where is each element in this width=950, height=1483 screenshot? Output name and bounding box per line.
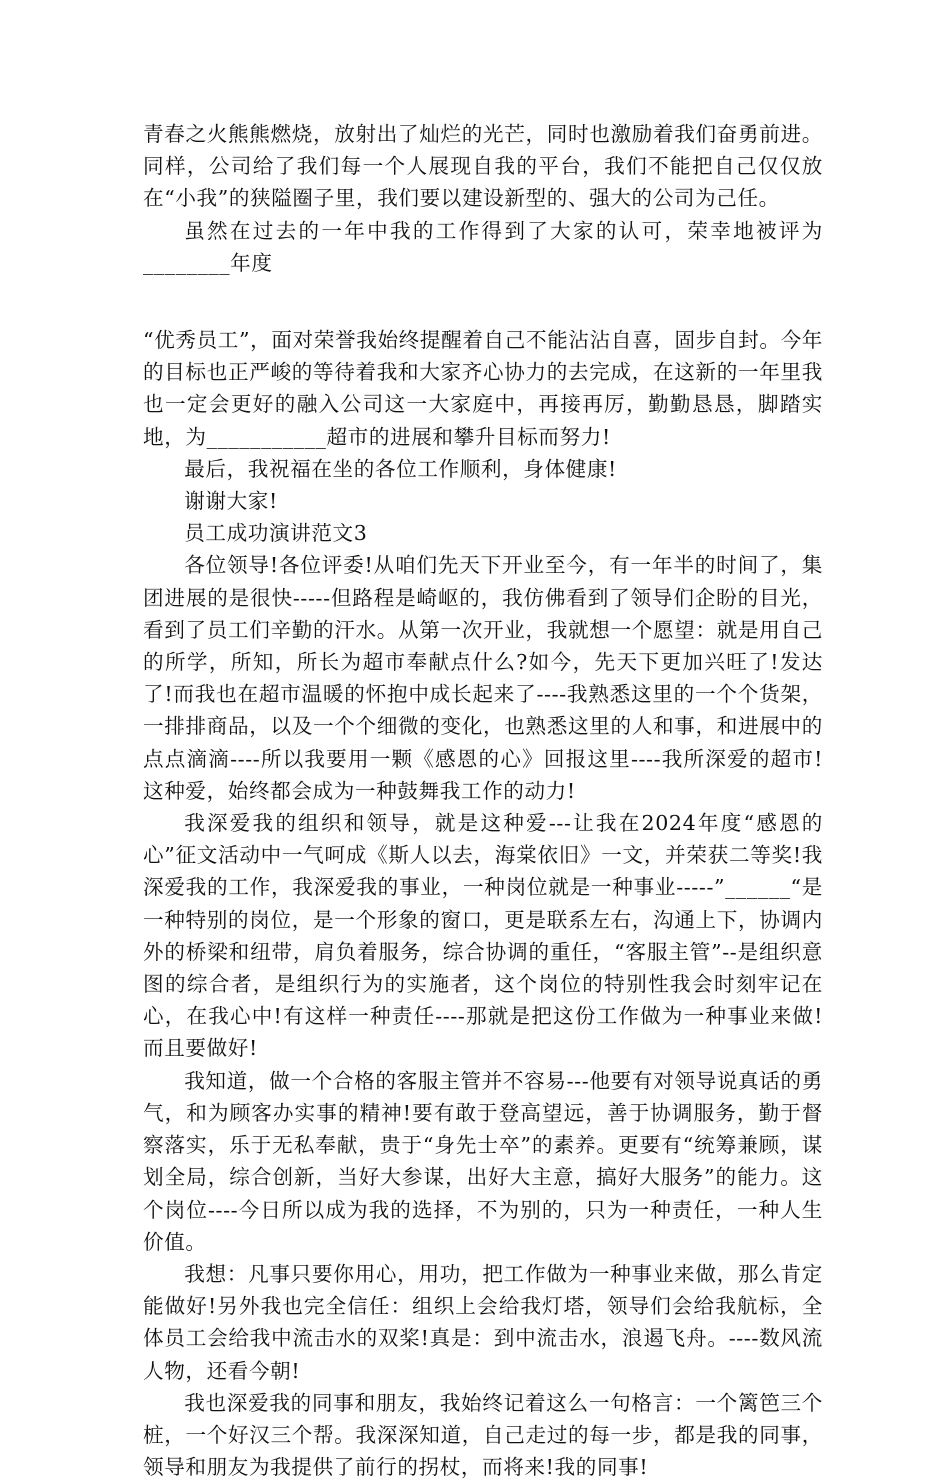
paragraph-9: 我想：凡事只要你用心，用功，把工作做为一种事业来做，那么肯定能做好!另外我也完全信任：组织上会给我灯塔，领导们会给我航标，全体员工会给我中流击水的双桨!真是：到中流击水，浪遏飞舟。----数风流人物，还看今朝!: [143, 1261, 823, 1383]
paragraph-3: “优秀员工”，面对荣誉我始终提醒着自己不能沾沾自喜，固步自封。今年的目标也正严峻的等待着我和大家齐心协力的去完成，在这新的一年里我也一定会更好的融入公司这一大家庭中，再接再厉，勤勤恳恳，脚踏实地，为___________超市的进展和攀升目标而努力!: [143, 328, 823, 449]
paragraph-4: 最后，我祝福在坐的各位工作顺利，身体健康!: [184, 456, 617, 481]
paragraph-2: 虽然在过去的一年中我的工作得到了大家的认可，荣幸地被评为________年度: [143, 218, 823, 275]
section-title: 员工成功演讲范文3: [184, 521, 368, 546]
paragraph-5: 谢谢大家!: [184, 489, 278, 514]
document-page: [143, 118, 823, 1483]
paragraph-7: 我深爱我的组织和领导，就是这种爱---让我在2024年度“感恩的心”征文活动中一气呵成《斯人以去，海棠依旧》一文，并荣获二等奖!我深爱我的工作，我深爱我的事业，一种岗位就是一种事业-----”______“是一种特别的岗位，是一个形象的窗口，更是联系左右，沟通上下，协调内外的桥梁和纽带，肩负着服务，综合协调的重任，“客服主管”--是组织意图的综合者，是组织行为的实施者，这个岗位的特别性我会时刻牢记在心，在我心中!有这样一种责任----那就是把这份工作做为一种事业来做!而且要做好!: [143, 811, 823, 1061]
paragraph-1: 青春之火熊熊燃烧，放射出了灿烂的光芒，同时也激励着我们奋勇前进。同样，公司给了我们每一个人展现自我的平台，我们不能把自己仅仅放在“小我”的狭隘圈子里，我们要以建设新型的、强大的公司为己任。: [143, 122, 823, 211]
paragraph-6: 各位领导!各位评委!从咱们先天下开业至今，有一年半的时间了，集团进展的是很快-----但路程是崎岖的，我仿佛看到了领导们企盼的目光，看到了员工们辛勤的汗水。从第一次开业，我就想一个愿望：就是用自己的所学，所知，所长为超市奉献点什么?如今，先天下更加兴旺了!发达了!而我也在超市温暖的怀抱中成长起来了----我熟悉这里的一个个货架，一排排商品，以及一个个细微的变化，也熟悉这里的人和事，和进展中的点点滴滴----所以我要用一颗《感恩的心》回报这里----我所深爱的超市!这种爱，始终都会成为一种鼓舞我工作的动力!: [143, 553, 823, 803]
paragraph-8: 我知道，做一个合格的客服主管并不容易---他要有对领导说真话的勇气，和为顾客办实事的精神!要有敢于登高望远，善于协调服务，勤于督察落实，乐于无私奉献，贵于“身先士卒”的素养。更要有“统筹兼顾，谋划全局，综合创新，当好大参谋，出好大主意，搞好大服务”的能力。这个岗位----今日所以成为我的选择，不为别的，只为一种责任，一种人生价值。: [143, 1068, 823, 1254]
paragraph-gap: [143, 279, 823, 324]
paragraph-10: 我也深爱我的同事和朋友，我始终记着这么一句格言：一个篱笆三个桩，一个好汉三个帮。我深深知道，自己走过的每一步，都是我的同事，领导和朋友为我提供了前行的拐杖，而将来!我的同事!: [143, 1390, 823, 1480]
